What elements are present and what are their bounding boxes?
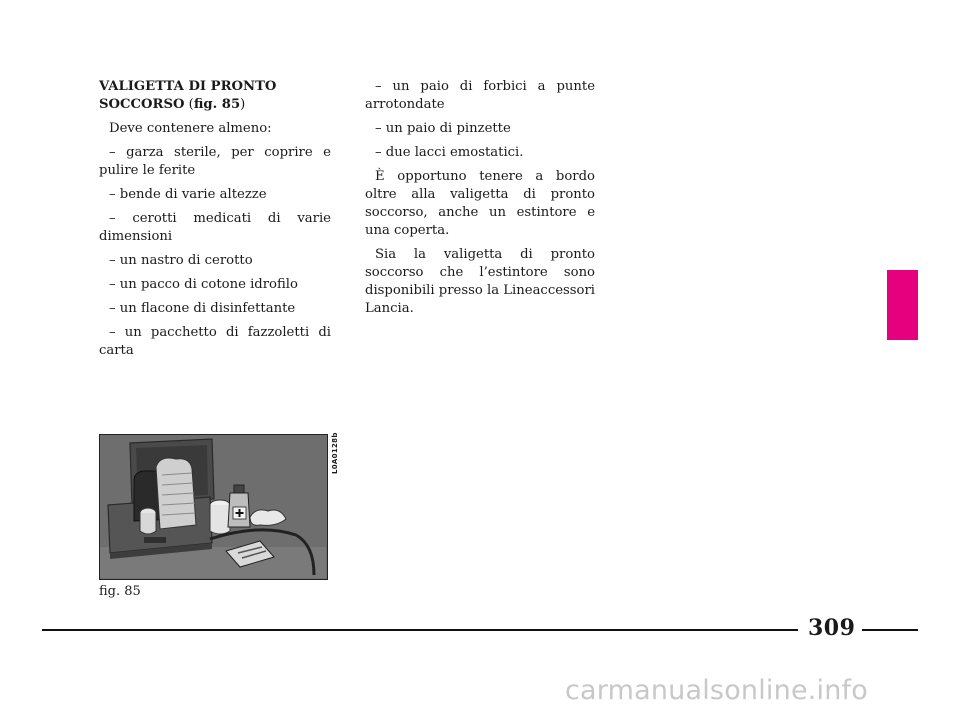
list-item: – due lacci emostatici. (375, 145, 524, 160)
list-item: – un pacco di cotone idrofilo (109, 277, 298, 292)
list-item: – bende di varie altezze (109, 187, 267, 202)
section-title-close: ) (240, 97, 246, 112)
list-item: – un pacchetto di fazzoletti di carta (99, 325, 331, 358)
right-column (365, 78, 595, 324)
list-item: – garza sterile, per coprire e pulire le ferite (99, 145, 331, 178)
list-item: – un paio di forbici a punte arrotondate (365, 79, 595, 112)
left-column (99, 78, 331, 366)
section-tab-marker (887, 270, 918, 340)
section-title-open: ( (184, 97, 194, 112)
list-item: – un flacone di disinfettante (109, 301, 296, 316)
section-title-text: VALIGETTA DI PRONTO SOCCORSO (99, 79, 277, 112)
paragraph: È opportuno tenere a bordo oltre alla valigetta di pronto soccorso, anche un estintore e una coperta. (365, 169, 595, 238)
paragraph: Deve contenere almeno: (109, 121, 272, 136)
figure-code: L0A0128b (331, 432, 339, 474)
section-title-fig-ref: fig. 85 (193, 97, 241, 112)
first-aid-kit-drawing (100, 435, 326, 578)
page-number: 309 (808, 615, 856, 641)
figure-caption: fig. 85 (99, 584, 141, 599)
list-item: – cerotti medicati di varie dimensioni (99, 211, 331, 244)
paragraph: Sia la valigetta di pronto soccorso che l’estintore sono disponibili presso la Lineaccessori Lancia. (365, 247, 596, 316)
first-aid-kit-illustration (99, 434, 328, 580)
footer-rule (862, 629, 918, 631)
footer-rule (42, 629, 798, 631)
list-item: – un nastro di cerotto (109, 253, 253, 268)
section-title (99, 78, 331, 114)
watermark: carmanualsonline.info (565, 675, 868, 706)
list-item: – un paio di pinzette (375, 121, 511, 136)
